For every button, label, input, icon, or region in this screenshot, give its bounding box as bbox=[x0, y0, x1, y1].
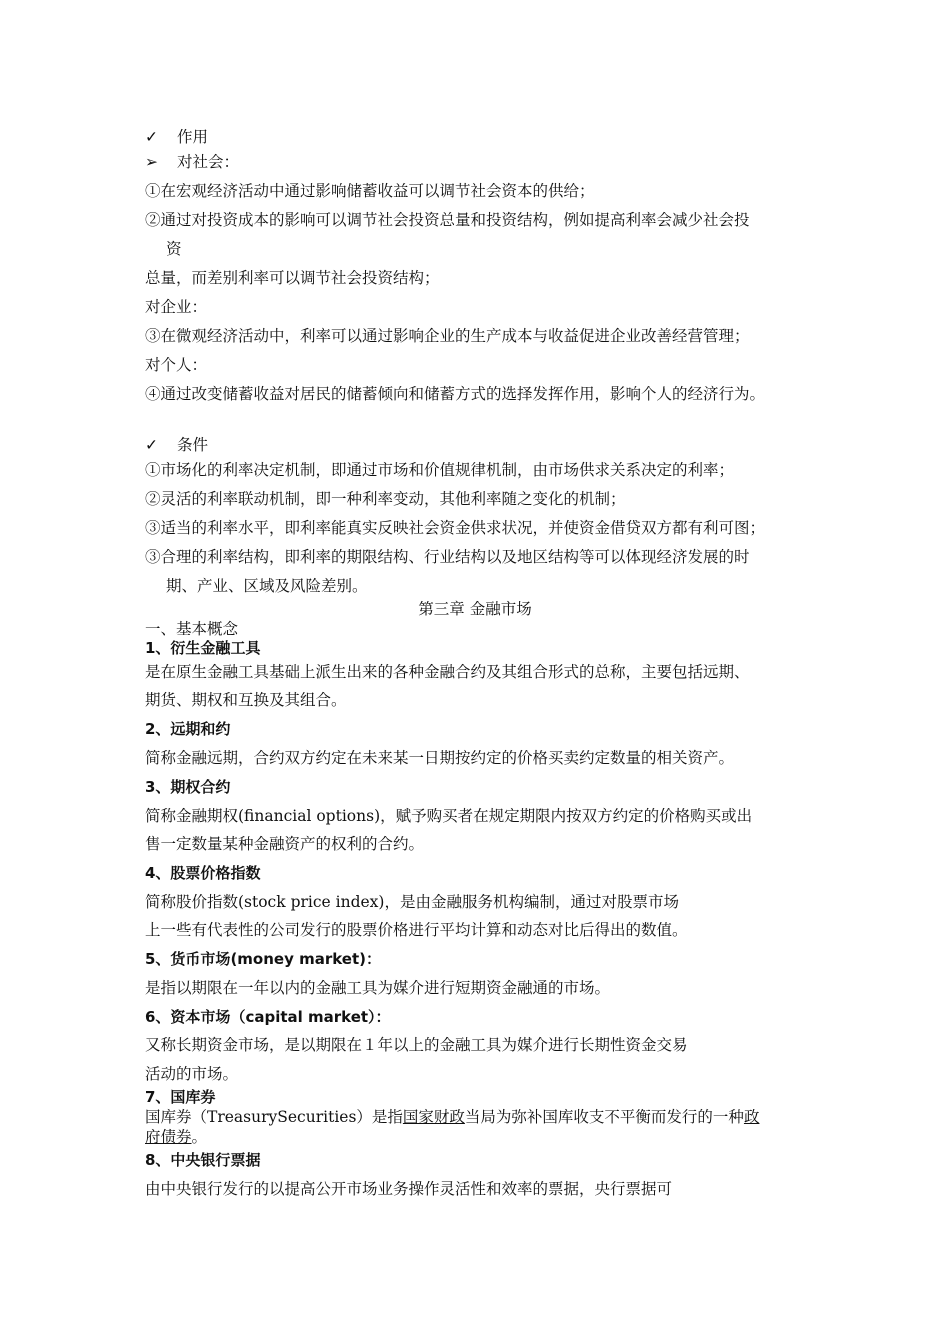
paragraph-line: ①在宏观经济活动中通过影响储蓄收益可以调节社会资本的供给； bbox=[145, 182, 595, 200]
paragraph-line: 简称股价指数(stock price index)，是由金融服务机构编制，通过对股票市场 bbox=[145, 893, 679, 911]
term-title: 5、货币市场(money market)： bbox=[145, 950, 382, 968]
paragraph-line: 简称金融远期，合约双方约定在未来某一日期按约定的价格买卖约定数量的相关资产。 bbox=[145, 749, 735, 767]
check-icon: ✓ bbox=[145, 436, 158, 454]
subheading-individual: 对个人： bbox=[145, 356, 208, 374]
term-title: 2、远期和约 bbox=[145, 720, 231, 738]
paragraph-line: 是指以期限在一年以内的金融工具为媒介进行短期资金融通的市场。 bbox=[145, 979, 611, 997]
paragraph-line: 资 bbox=[166, 240, 182, 258]
term-title: 6、资本市场（capital market）： bbox=[145, 1008, 391, 1026]
arrow-bullet-icon: ➢ bbox=[145, 153, 158, 171]
paragraph-line: 总量，而差别利率可以调节社会投资结构； bbox=[145, 269, 440, 287]
text-run: 。 bbox=[191, 1128, 208, 1146]
paragraph-line: ①市场化的利率决定机制，即通过市场和价值规律机制，由市场供求关系决定的利率； bbox=[145, 461, 735, 479]
paragraph-line: 期、产业、区域及风险差别。 bbox=[166, 577, 368, 595]
paragraph-line: 期货、期权和互换及其组合。 bbox=[145, 691, 347, 709]
paragraph-line: ④通过改变储蓄收益对居民的储蓄倾向和储蓄方式的选择发挥作用，影响个人的经济行为。 bbox=[145, 385, 766, 403]
heading-zuoyong bbox=[145, 127, 208, 147]
text-run: 国库券（TreasurySecurities）是指 bbox=[145, 1108, 403, 1126]
paragraph-line: 活动的市场。 bbox=[145, 1065, 239, 1083]
paragraph-line bbox=[145, 1107, 759, 1127]
paragraph-line: 上一些有代表性的公司发行的股票价格进行平均计算和动态对比后得出的数值。 bbox=[145, 921, 688, 939]
heading-tiaojian bbox=[145, 435, 208, 455]
paragraph-line: 由中央银行发行的以提高公开市场业务操作灵活性和效率的票据，央行票据可 bbox=[145, 1180, 673, 1198]
hyperlink-government-bond-cont[interactable]: 府债券 bbox=[145, 1128, 192, 1146]
term-title: 8、中央银行票据 bbox=[145, 1151, 261, 1169]
subheading-society bbox=[145, 152, 239, 172]
text-run: 当局为弥补国库收支不平衡而发行的一种 bbox=[464, 1108, 744, 1126]
paragraph-line: 简称金融期权(financial options)，赋予购买者在规定期限内按双方约定的价格购买或出 bbox=[145, 807, 753, 825]
paragraph-line: 是在原生金融工具基础上派生出来的各种金融合约及其组合形式的总称，主要包括远期、 bbox=[145, 663, 750, 681]
heading-text: 作用 bbox=[177, 128, 209, 146]
term-title: 1、衍生金融工具 bbox=[145, 639, 261, 657]
heading-text: 条件 bbox=[177, 436, 209, 454]
check-icon: ✓ bbox=[145, 128, 158, 146]
hyperlink-government-bond[interactable]: 政 bbox=[743, 1108, 760, 1126]
subheading-text: 对社会： bbox=[177, 153, 240, 171]
paragraph-line: ③在微观经济活动中，利率可以通过影响企业的生产成本与收益促进企业改善经营管理； bbox=[145, 327, 750, 345]
section-subtitle: 一、基本概念 bbox=[145, 620, 239, 638]
paragraph-line: ②灵活的利率联动机制，即一种利率变动，其他利率随之变化的机制； bbox=[145, 490, 626, 508]
term-title: 4、股票价格指数 bbox=[145, 864, 261, 882]
paragraph-line: ②通过对投资成本的影响可以调节社会投资总量和投资结构，例如提高利率会减少社会投 bbox=[145, 211, 750, 229]
chapter-title: 第三章 金融市场 bbox=[418, 600, 532, 618]
hyperlink-national-finance[interactable]: 国家财政 bbox=[402, 1108, 465, 1126]
paragraph-line: 又称长期资金市场，是以期限在１年以上的金融工具为媒介进行长期性资金交易 bbox=[145, 1036, 688, 1054]
paragraph-line: 售一定数量某种金融资产的权利的合约。 bbox=[145, 835, 425, 853]
subheading-enterprise: 对企业： bbox=[145, 298, 208, 316]
paragraph-line: ③合理的利率结构，即利率的期限结构、行业结构以及地区结构等可以体现经济发展的时 bbox=[145, 548, 750, 566]
paragraph-line bbox=[145, 1127, 207, 1147]
paragraph-line: ③适当的利率水平，即利率能真实反映社会资金供求状况，并使资金借贷双方都有利可图； bbox=[145, 519, 766, 537]
term-title: 3、期权合约 bbox=[145, 778, 231, 796]
term-title: 7、国库券 bbox=[145, 1088, 216, 1106]
